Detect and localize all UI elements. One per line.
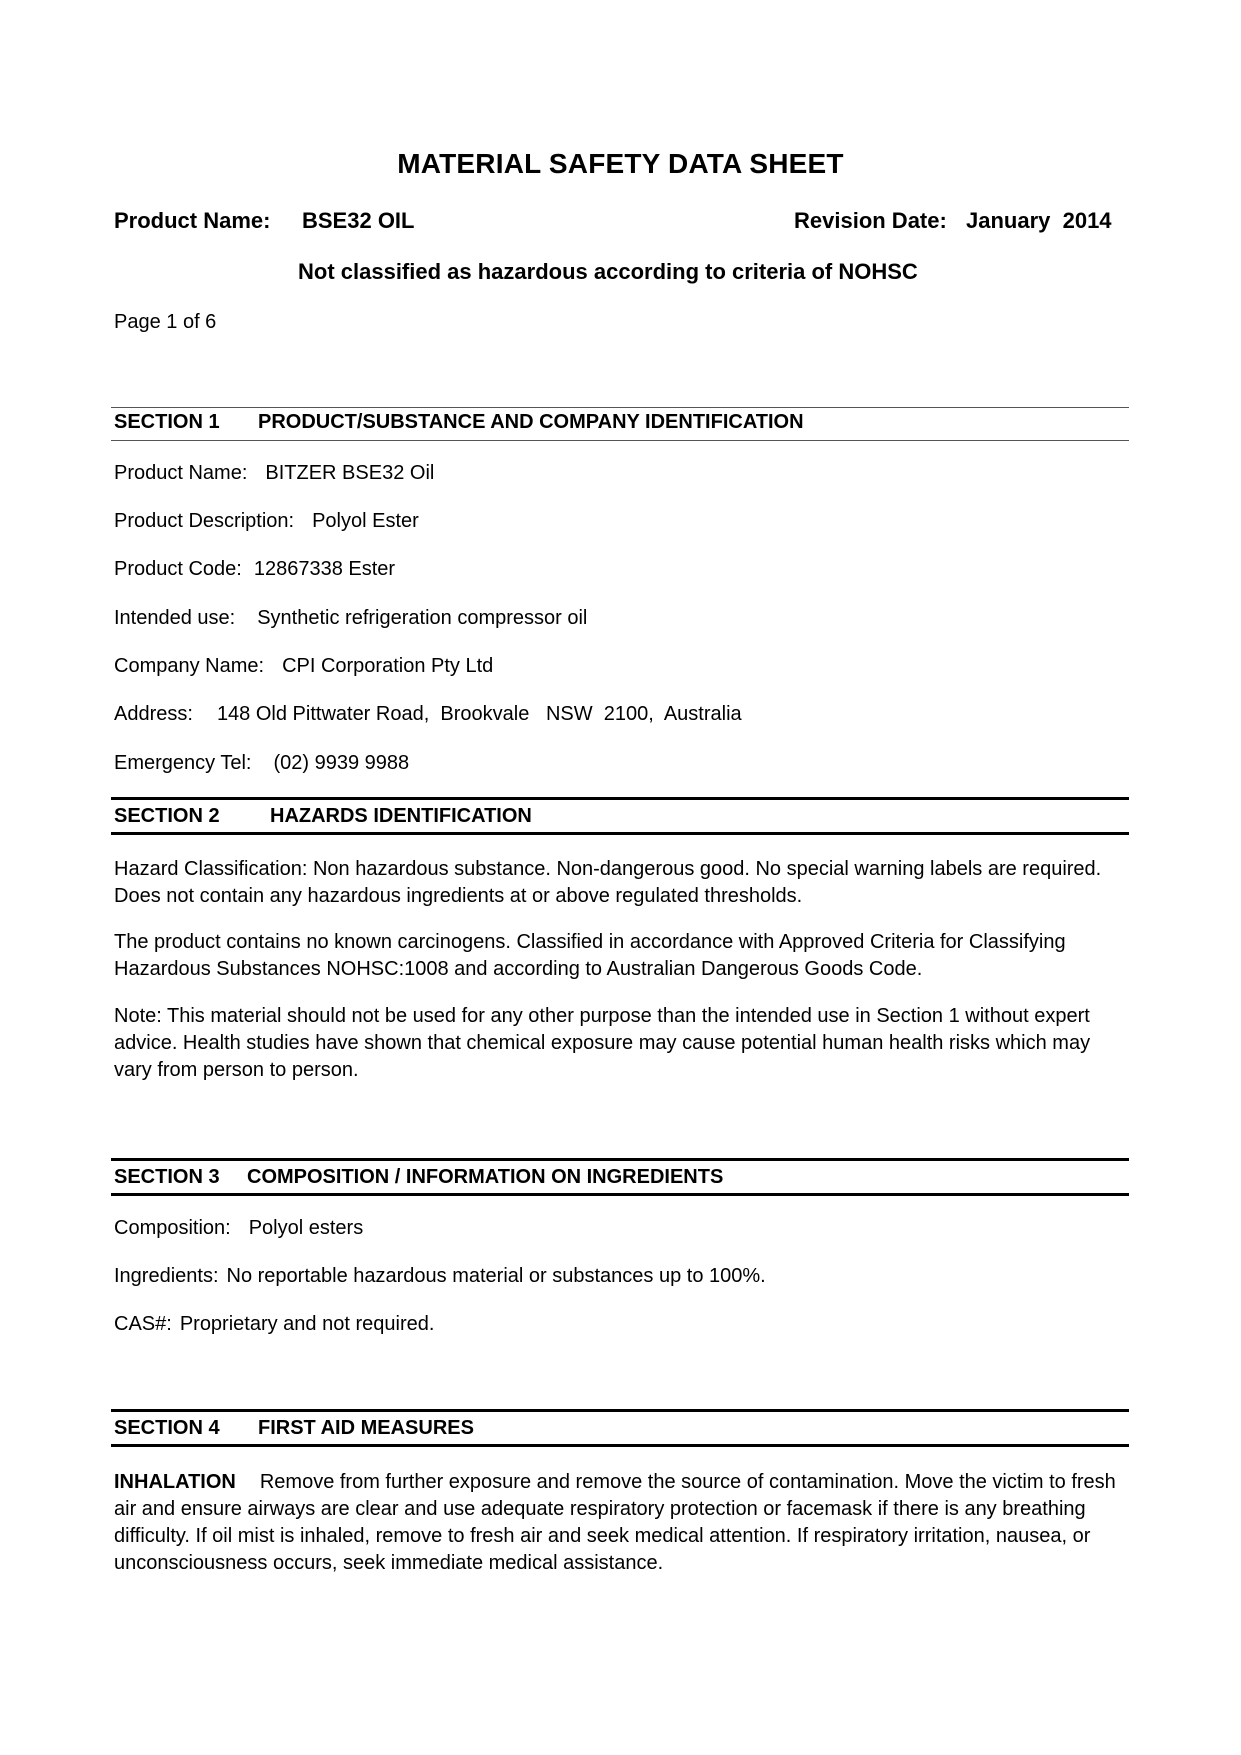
section4-number: SECTION 4 [114, 1417, 220, 1439]
section2-title: HAZARDS IDENTIFICATION [270, 805, 532, 827]
section3-title: COMPOSITION / INFORMATION ON INGREDIENTS [247, 1166, 724, 1188]
inhalation-label: INHALATION [114, 1471, 236, 1493]
product-name-value: BSE32 OIL [302, 208, 415, 233]
field-value: No reportable hazardous material or substances up to 100%. [226, 1265, 766, 1287]
field-label: Product Name: [114, 462, 248, 484]
revision-date-value: January 2014 [966, 208, 1112, 233]
classification-note: Not classified as hazardous according to criteria of NOHSC [298, 259, 918, 284]
section2-number: SECTION 2 [114, 805, 220, 827]
field-value: Polyol Ester [312, 510, 419, 532]
revision-date-label: Revision Date: [794, 208, 947, 233]
section1-title: PRODUCT/SUBSTANCE AND COMPANY IDENTIFICATION [258, 411, 804, 433]
inhalation-text: Remove from further exposure and remove the source of contamination. Move the victim to fresh air and ensure airways are clear and use adequate respiratory protection or facemask if there is any breathing difficulty. If oil mist is inhaled, remove to fresh air and seek medical attention. If respiratory irritation, nausea, or unconsciousness occurs, seek immediate medical assistance. [114, 1471, 1116, 1574]
document-title: MATERIAL SAFETY DATA SHEET [397, 148, 844, 179]
field-value: 148 Old Pittwater Road, Brookvale NSW 2100, Australia [216, 703, 742, 725]
page-number: Page 1 of 6 [114, 311, 217, 333]
section3-number: SECTION 3 [114, 1166, 220, 1188]
field-product-code [114, 558, 395, 581]
field-label: Ingredients: [114, 1265, 219, 1287]
field-composition [114, 1217, 363, 1240]
field-label: Address: [114, 703, 193, 725]
field-intended-use [114, 607, 587, 630]
section3-bottom-rule [111, 1193, 1129, 1196]
field-value: 12867338 Ester [253, 558, 396, 580]
field-emergency-tel [114, 752, 409, 775]
field-value: BITZER BSE32 Oil [265, 462, 435, 484]
field-label: Emergency Tel: [114, 752, 252, 774]
product-name-label: Product Name: [114, 208, 271, 233]
section1-top-rule [111, 407, 1129, 408]
section1-number: SECTION 1 [114, 411, 220, 433]
field-cas [114, 1313, 434, 1336]
inhalation-paragraph [114, 1469, 1124, 1577]
field-label: Product Code: [114, 558, 242, 580]
field-ingredients [114, 1265, 766, 1288]
section4-bottom-rule [111, 1444, 1129, 1447]
section4-title: FIRST AID MEASURES [258, 1417, 474, 1439]
section2-bottom-rule [111, 832, 1129, 835]
field-label: Company Name: [114, 655, 265, 677]
hazard-classification-paragraph: Hazard Classification: Non hazardous substance. Non-dangerous good. No special warning labels are required. Does not contain any hazardous ingredients at or above regulated thresholds. [114, 858, 1102, 907]
carcinogens-paragraph: The product contains no known carcinogens. Classified in accordance with Approved Criteria for Classifying Hazardous Substances NOHSC:1008 and according to Australian Dangerous Goods Code. [114, 931, 1066, 980]
field-label: Product Description: [114, 510, 295, 532]
field-address [114, 703, 742, 726]
field-label: CAS#: [114, 1313, 172, 1335]
field-product-name [114, 462, 434, 485]
field-label: Composition: [114, 1217, 231, 1239]
field-product-description [114, 510, 419, 533]
section2-top-rule [111, 797, 1129, 800]
field-label: Intended use: [114, 607, 236, 629]
field-value: Proprietary and not required. [179, 1313, 435, 1335]
field-value: Polyol esters [248, 1217, 364, 1239]
section1-bottom-rule [111, 440, 1129, 441]
section4-top-rule [111, 1409, 1129, 1412]
field-value: (02) 9939 9988 [273, 752, 410, 774]
field-value: Synthetic refrigeration compressor oil [257, 607, 588, 629]
field-value: CPI Corporation Pty Ltd [282, 655, 494, 677]
field-company-name [114, 655, 493, 678]
section3-top-rule [111, 1158, 1129, 1161]
note-paragraph: Note: This material should not be used for any other purpose than the intended use in Section 1 without expert advice. Health studies have shown that chemical exposure may cause potential human health risks which may vary from person to person. [114, 1005, 1091, 1081]
